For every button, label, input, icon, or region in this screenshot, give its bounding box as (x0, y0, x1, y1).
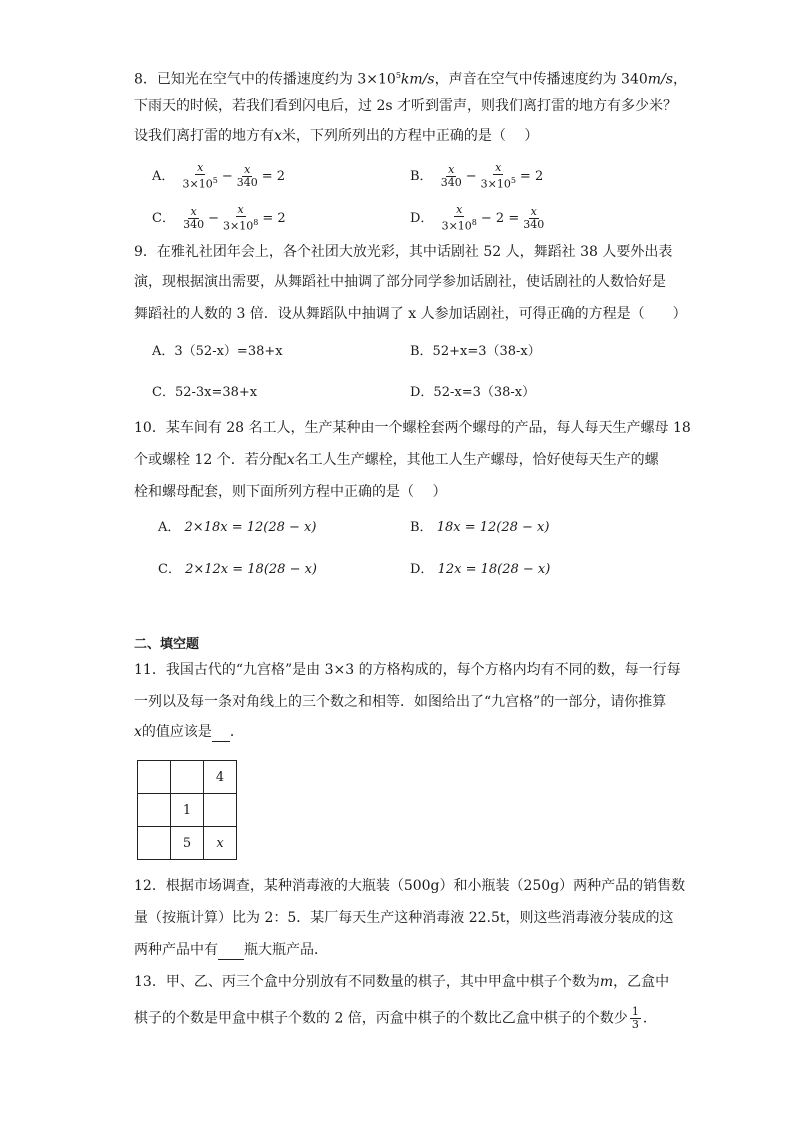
numerator: x (456, 203, 463, 216)
grid-cell (204, 794, 237, 827)
grid-cell (171, 761, 204, 794)
numerator: x (190, 204, 197, 218)
section-title: 二、填空题 (134, 637, 200, 652)
q9-option-d[interactable]: D．52-x=3（38-x） (410, 385, 536, 400)
q12-text: 瓶大瓶产品． (244, 942, 328, 958)
q10-var-x: x (286, 452, 295, 468)
denominator: 340 (523, 217, 545, 231)
equation-rhs: = 2 (519, 168, 544, 184)
den-exp: 8 (471, 218, 477, 227)
q8-line3 (134, 126, 674, 146)
grid-cell (138, 761, 171, 794)
q8-number: 8． (134, 71, 157, 88)
numerator: x (244, 162, 251, 176)
option-label: C． (158, 562, 181, 577)
q10-text: 个或螺栓 12 个．若分配 (134, 452, 287, 468)
q8-option-b[interactable] (410, 162, 543, 191)
q11-text: 的值应该是 (141, 724, 212, 740)
q11-line2: 一列以及每一条对角线上的三个数之和相等．如图给出了“九宫格”的一部分，请你推算 (134, 694, 667, 710)
denominator: 340 (440, 175, 462, 189)
den-exp: 5 (212, 176, 218, 185)
option-label: D． (410, 562, 434, 577)
numerator: x (495, 161, 502, 174)
q8-line1 (134, 66, 687, 90)
q9-option-b[interactable]: B．52+x=3（38-x） (410, 344, 541, 359)
nine-grid (137, 760, 237, 860)
q13-text: 棋子的个数是甲盒中棋子个数的 2 倍，丙盒中棋子的个数比乙盒中棋子的个数少 (134, 1010, 628, 1027)
denominator (181, 175, 220, 191)
den-exp: 5 (510, 176, 516, 185)
den-base: 3×10 (223, 219, 254, 233)
numerator: x (237, 203, 244, 216)
fraction (440, 204, 479, 233)
q9-option-c[interactable]: C．52-3x=38+x (152, 385, 258, 400)
q12-line1: 12．根据市场调查，某种消毒液的大瓶装（500g）和小瓶装（250g）两种产品的销售数 (134, 878, 686, 894)
grid-cell (138, 794, 171, 827)
equation-middle: − 2 = (480, 210, 520, 226)
q13-line2 (134, 1006, 674, 1031)
equation-rhs: = 2 (261, 168, 286, 184)
q9-line1: 9．在雅礼社团年会上，各个社团大放光彩，其中话剧社 52 人，舞蹈社 38 人要外出表 (134, 244, 673, 260)
option-equation: 2×12x = 18(28 − x) (185, 562, 318, 577)
den-base: 3×10 (480, 177, 511, 191)
option-equation: 2×18x = 12(28 − x) (184, 520, 317, 535)
q8-exponent: 5 (395, 71, 401, 80)
denominator (221, 217, 260, 233)
option-label: B． (410, 168, 433, 184)
q13-text: ． (642, 1010, 657, 1027)
q10-text: 名工人生产螺栓，其他工人生产螺母，恰好使每天生产的螺 (294, 452, 659, 468)
grid-cell: x (204, 827, 237, 860)
q8-unit-m: m/s (647, 71, 673, 88)
grid-cell: 1 (171, 794, 204, 827)
fraction (479, 162, 518, 191)
grid-cell: 5 (171, 827, 204, 860)
q8-text: ， (672, 71, 687, 88)
q11-line1: 11．我国古代的“九宫格”是由 3×3 的方格构成的，每个方格内均有不同的数，每一行每 (134, 662, 681, 678)
q10-option-c[interactable] (158, 560, 317, 580)
q8-unit-km: km/s (400, 71, 435, 88)
fraction (235, 164, 260, 189)
fraction (439, 164, 464, 189)
numerator: 1 (631, 1005, 639, 1018)
den-exp: 8 (253, 218, 259, 227)
q8-text: ，声音在空气中传播速度约为 340 (434, 71, 648, 88)
q13-line1 (134, 972, 674, 992)
q12-line2: 量（按瓶计算）比为 2：5．某厂每天生产这种消毒液 22.5t，则这些消毒液分装成的这 (134, 910, 674, 926)
option-label: B． (410, 520, 433, 535)
denominator (479, 175, 518, 191)
grid-row (138, 794, 237, 827)
numerator: x (197, 161, 204, 174)
q12-line3 (134, 940, 674, 960)
q11-text: ． (229, 724, 244, 740)
q9-line2: 演，现根据演出需要，从舞蹈社中抽调了部分同学参加话剧社，使话剧社的人数恰好是 (134, 274, 666, 290)
option-equation: 18x = 12(28 − x) (436, 520, 550, 535)
q8-text: 米，下列所列出的方程中正确的是（ ） (281, 128, 539, 144)
q13-var-m: m (599, 974, 614, 990)
denominator (440, 217, 479, 233)
minus-sign: − (221, 168, 233, 184)
minus-sign: − (465, 168, 477, 184)
q10-line2 (134, 450, 674, 470)
equation-rhs: = 2 (262, 210, 286, 226)
option-label: C． (152, 210, 175, 226)
fraction (630, 1006, 641, 1031)
q9-line3: 舞蹈社的人数的 3 倍．设从舞蹈队中抽调了 x 人参加话剧社，可得正确的方程是（ ） (134, 306, 687, 322)
q9-option-a[interactable]: A．3（52-x）=38+x (152, 344, 283, 359)
option-label: A． (152, 168, 175, 184)
grid-row (138, 761, 237, 794)
answer-blank[interactable] (212, 727, 230, 742)
numerator: x (448, 162, 455, 176)
den-base: 3×10 (182, 177, 213, 191)
grid-cell (138, 827, 171, 860)
denominator: 340 (183, 217, 205, 231)
grid-cell: 4 (204, 761, 237, 794)
option-label: D． (410, 210, 434, 226)
q10-line1: 10．某车间有 28 名工人，生产某种由一个螺栓套两个螺母的产品，每人每天生产螺母 18 (134, 420, 691, 436)
fraction (521, 206, 546, 231)
q8-line2: 下雨天的时候，若我们看到闪电后，过 2s 才听到雷声，则我们离打雷的地方有多少米？ (134, 98, 677, 114)
q10-option-a[interactable] (158, 518, 316, 538)
q8-text: 已知光在空气中的传播速度约为 3×10 (156, 71, 396, 88)
q8-text: 设我们离打雷的地方有 (134, 128, 274, 144)
denominator: 340 (236, 175, 258, 189)
q11-line3 (134, 722, 674, 742)
fraction (221, 204, 260, 233)
q8-option-c[interactable] (152, 204, 286, 233)
denominator: 3 (631, 1018, 639, 1031)
q13-text: ，乙盒中 (613, 974, 670, 990)
q10-option-d[interactable] (410, 560, 550, 580)
minus-sign: − (208, 210, 219, 226)
numerator: x (530, 204, 537, 218)
den-base: 3×10 (441, 219, 472, 233)
q13-text: 13．甲、乙、丙三个盒中分别放有不同数量的棋子，其中甲盒中棋子个数为 (134, 974, 600, 990)
q12-text: 两种产品中有 (134, 942, 218, 958)
option-label: A． (158, 520, 181, 535)
q8-option-d[interactable] (410, 204, 548, 233)
grid-row (138, 827, 237, 860)
q8-option-a[interactable] (152, 162, 285, 191)
q10-option-b[interactable] (410, 518, 549, 538)
q10-line3: 栓和螺母配套，则下面所列方程中正确的是（ ） (134, 484, 447, 500)
option-equation: 12x = 18(28 − x) (437, 562, 551, 577)
fraction (181, 206, 206, 231)
answer-blank[interactable] (218, 945, 244, 960)
q8-var-x: x (274, 128, 282, 144)
q11-var-x: x (134, 724, 142, 740)
fraction (181, 162, 220, 191)
